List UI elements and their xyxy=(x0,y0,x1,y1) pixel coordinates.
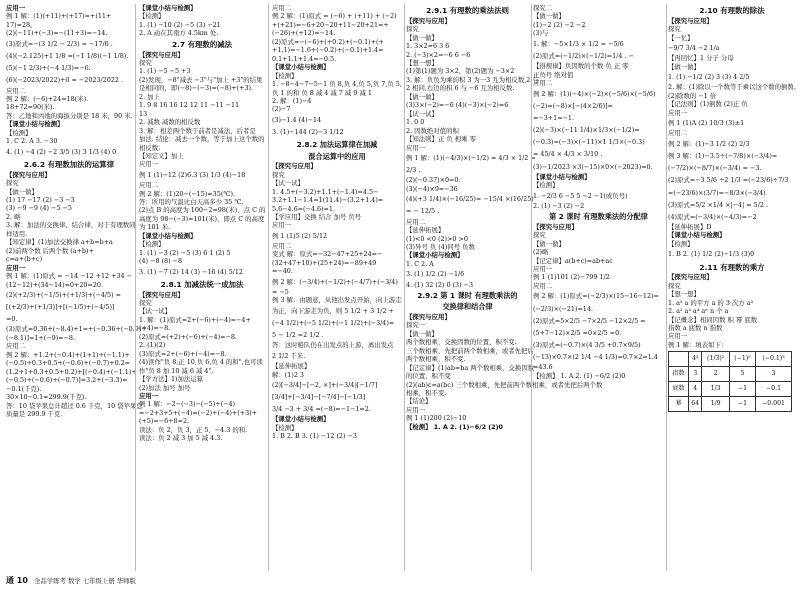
section-heading: 2.11 有理数的乘方 xyxy=(699,262,765,272)
answer-line: (3)与 xyxy=(533,29,549,38)
answer-line: 高度为 98−(−3)=101(米)，即点 C 的高度 xyxy=(139,214,265,223)
answer-line: 例 1 (1)A (2) 10/3 (3)±1 xyxy=(668,119,745,128)
answer-line: (−0.5)+(−0.6)+(−0.7)]=3.2+(−3.3)= xyxy=(6,376,128,385)
answer-line: =−2+3+5+(−4)=(−2)+(−4)+(+3)+ xyxy=(139,408,258,417)
table-row xyxy=(669,352,792,367)
answer-line: 例 2 解：(1)原式 = (−6) + (+11) + (−2) xyxy=(272,12,397,21)
answer-line: (3)−1/2023 ×3(−15)×0×(−2023)=0. xyxy=(533,162,653,171)
answer-line: 1. 3×2=6 3 6 xyxy=(406,42,450,51)
answer-line: 【延伸拓展】 xyxy=(272,362,311,371)
answer-line: (4)(−2.125)+1 1/8 =(−1 1/8)(−1 1/8). xyxy=(6,51,129,60)
table-row xyxy=(669,397,792,412)
answer-line: 【检测】 xyxy=(6,128,32,137)
answer-line: 质量是 299.9 千克. xyxy=(6,410,63,418)
answer-line: 两个数相乘，交换因数的位置，积不变. xyxy=(406,338,517,347)
block-label: 【课堂小结与检测】 xyxy=(272,63,330,72)
answer-line: (2)[−3/4]−[−2, ×]+(−3/4)[−1/7] xyxy=(272,380,378,389)
answer-line: 样适用. xyxy=(6,229,28,238)
answer-line: (2)(−0.37)×0=0. xyxy=(406,176,461,185)
answer-line: 1. 0 0 xyxy=(406,118,425,127)
answer-line: 1. 9 8 16 16 12 12 11 −11 −11 xyxy=(139,101,240,110)
answer-line: 1. B 2. B 3. (1) −12 (2) −3 xyxy=(272,432,357,441)
answer-line: (2)原式=−(−6)+(+0.2)+(−0.1)+(+ xyxy=(272,37,384,46)
answer-line: (4)读作"负 8,正 10,负 6,负 4 的和",也可读 xyxy=(139,358,263,367)
answer-line: 5.6−4.6=(−4.6)=1. xyxy=(272,204,335,213)
answer-line: (2)原式=(+2)+(−6)+(−4)=−8. xyxy=(139,332,237,341)
answer-line: 2. A 动在其南方 4.5km 处. xyxy=(139,29,219,38)
answer-line: 【记定律】a(b+c)=ab+ac xyxy=(533,256,613,265)
answer-line: 相乘，积不变. xyxy=(406,389,447,398)
answer-line: 例 2 解：+1.2+(−0.4)+(1+1)+(−1.1)+ xyxy=(6,350,130,359)
answer-line: 应用二 xyxy=(272,4,292,12)
answer-line: (1.2+1+0.3+0.5+0.2)+[(−0.4)+(−1.1)+ xyxy=(6,367,137,376)
answer-line: 例 1 解：(1)原式 = −14 −12 +12 +34 − xyxy=(6,272,132,281)
block-label: 【课堂小结与检测】 xyxy=(139,4,197,12)
answer-line: 2 相同,右边的积 6 与 −6 互为相反数. xyxy=(406,84,515,93)
answer-line: (2)除数的 −1 倍 xyxy=(668,91,717,100)
answer-line: 答：这时船队仍在出发点的上游，离出发点 xyxy=(272,341,394,350)
block-label: 【课堂小结与检测】 xyxy=(6,120,64,129)
answer-line: 答：10 袋苹果总计超过 0.6 千克，10 袋苹果总 xyxy=(6,401,143,410)
answer-line: (−2/3)×(−21)=14. xyxy=(533,304,593,313)
answer-line: 【检测】 xyxy=(668,239,694,248)
answer-line: 3/4 −3 + 3/4 =(−8)=−1−1=2. xyxy=(272,405,371,414)
answer-line: 2. 因数绝对值的积 xyxy=(406,126,459,135)
answer-line: 应用二 xyxy=(6,342,26,351)
answer-line: 【检测】 xyxy=(139,240,165,249)
block-label: 【探究与应用】 xyxy=(406,16,451,25)
answer-line: 【一忆】 xyxy=(668,33,694,42)
answer-line: 1. 解：−5×1/3 × 1/2 = −5/6 xyxy=(533,39,624,48)
answer-line: 应用二 xyxy=(406,217,426,226)
block-label: 【探究与应用】 xyxy=(6,170,51,179)
answer-line: 1. (1) −10 (2) −5 (3) −21 xyxy=(139,20,221,29)
table-cell: 幂 xyxy=(669,397,689,412)
answer-line: (3)异号 负 (4)同号 负数 xyxy=(406,242,475,251)
answer-line: (+5)=−6+8=2. xyxy=(139,417,190,426)
answer-line: (3)3×(−2)=−6 (4)(−3)×(−2)=6 xyxy=(406,101,509,110)
answer-line: 4. (1) 32 (2) 0 (3) −3 xyxy=(406,280,474,289)
answer-line: 【检测】 xyxy=(272,71,298,80)
answer-line: 2. a² a³ a⁴ aⁿ n 个 a xyxy=(668,307,729,316)
answer-line: (−8.1)]=1+(−9)=−8. xyxy=(6,333,75,342)
answer-line: 三个数相乘，先把前两个数相乘，或者先把后 xyxy=(406,346,534,355)
answer-line: (4) −8 (8) −8 xyxy=(139,257,183,266)
answer-line: 1. 解：(1)原式=2+(−6)+(−4)=−4+ xyxy=(139,315,251,324)
answer-line: 应用一 xyxy=(272,221,292,230)
answer-line: (4)(+3 1/4)×(−16/25)= −15/4 ×(16/25) xyxy=(406,195,534,204)
answer-line: −0.1(千克). xyxy=(6,384,42,393)
answer-line: 例 1 解：−2−(−3)−(−5)+(−4) xyxy=(139,400,236,409)
answer-line: 应用二 xyxy=(533,79,553,88)
answer-line: (1)第(1)题为 3×2，第(2)题为 −3×2 xyxy=(406,67,515,76)
section-heading: 2.9.1 有理数的乘法法则 xyxy=(426,6,509,15)
answer-line: 【想一想】 xyxy=(406,59,438,68)
table-row xyxy=(669,382,792,397)
answer-line: 是相同的，即(−8)−(−3)=(−8)+(+3). xyxy=(139,84,254,93)
block-label: 应用一 xyxy=(6,4,26,12)
answer-line: (32+47+10)+(25+24)=−89+49 xyxy=(272,258,377,267)
table-cell: −1 xyxy=(729,382,755,397)
answer-line: 答：乙地和丙地的海拔分别是 18 米，90 米. xyxy=(6,111,133,120)
block-label: 【课堂小结与检测】 xyxy=(139,231,197,240)
block-label: 【探究与应用】 xyxy=(533,222,578,231)
answer-line: (+4)=−8. xyxy=(139,324,171,333)
answer-line: (3)原式=2+(−6)+(−4)=−8. xyxy=(139,349,227,358)
table-cell: 指数 xyxy=(669,367,689,382)
answer-line: 13 xyxy=(139,109,148,118)
section-heading: 2.8.2 加法运算律在加减 xyxy=(296,140,378,150)
table-cell: −0.001 xyxy=(756,397,792,412)
column-6 xyxy=(668,4,796,571)
answer-line: 例 1 (1)5 (2) 5/12 xyxy=(272,231,328,240)
table-cell: (1/3)² xyxy=(702,352,729,367)
answer-line: 2. (1)(2) xyxy=(139,341,166,350)
answer-line: (4)原式=(−3/4)×(−4/3)=−2 xyxy=(668,212,757,221)
answer-line: =0. xyxy=(6,315,18,324)
block-label: 【探究与应用】 xyxy=(139,50,184,59)
block-label: 【课堂小结与检测】 xyxy=(406,251,464,260)
answer-line: 例 2 解：(−6)+24=18(米). xyxy=(6,94,89,103)
answer-line: 应用二 xyxy=(668,129,688,138)
answer-line: (12−12)+(34−14)=0+20=20. xyxy=(6,280,103,289)
answer-line: 【试一试】 xyxy=(272,179,304,188)
answer-line: 例 2 解：(1)20−(−15)=35(℃). xyxy=(139,189,235,198)
answer-line: 4. (1) −4 (2) −2 3/5 (3) 3 1/3 (4) 0 xyxy=(6,147,117,156)
answer-line: = − 12/5 . xyxy=(406,207,440,216)
answer-line: 【做一做】 xyxy=(406,92,438,101)
answer-line: 【结论】 xyxy=(406,397,432,406)
answer-line: (2)(+2/3)+(−1/5)+(+1/3)+(−4/5) = xyxy=(6,290,122,299)
answer-line: =43.6 xyxy=(533,363,553,372)
answer-line: 例 1 (1)−12 (2)6.3 (3) 1/3 (4)−18 xyxy=(139,170,246,179)
answer-line: 探究 xyxy=(533,231,546,240)
answer-line: 3.2+1.1−1.4=1(11.4)−(3.2+1.4)= xyxy=(272,196,384,205)
answer-line: 【做一做】 xyxy=(6,187,38,196)
answer-line: 应用二 xyxy=(139,181,159,190)
block-label: 【探究与应用】 xyxy=(406,312,451,321)
answer-line: 例 1 (1)101 (2)−799 1/2 xyxy=(533,273,610,282)
table-row xyxy=(669,367,792,382)
answer-line: 应用二 xyxy=(272,242,292,251)
table-cell: 1/9 xyxy=(702,397,729,412)
answer-line: 【检测】 1. A 2. (1) −6/2 (2)0 xyxy=(533,371,626,380)
page-number: 通 10 xyxy=(6,576,28,585)
answer-line: 0.1+1.1+1.4=−0.5. xyxy=(272,54,337,63)
answer-line: 1. a² a 的平方 a 的 3 次方 a³ xyxy=(668,298,754,307)
answer-line: 3. 解：加法的交换律、结合律，对于有理数同 xyxy=(6,221,136,230)
answer-line: (3)原式=5/2 ×1/4 ×|−4| = 5/2 . xyxy=(668,200,769,209)
answer-line: 【延伸拓展】D xyxy=(668,223,712,232)
block-label: 【课堂小结与检测】 xyxy=(272,415,330,424)
block-label: 【探究与应用】 xyxy=(272,162,317,171)
book-title: 全品学练考 数学 七年级上册 华师版 xyxy=(33,577,136,585)
table-cell: (−1)⁵ xyxy=(729,352,755,367)
answer-line: 应用二 xyxy=(533,281,553,290)
answer-line: 例 3 解：(1)−3.5÷(−7/8)×(−3/4)= xyxy=(668,151,778,160)
answer-line: (2)加法 加号 加号 xyxy=(139,383,191,392)
section-heading: 交换律和结合律 xyxy=(442,302,493,312)
answer-line: 例 2 解：(1)原式=(−2/3)×(15−16−12)= xyxy=(533,292,659,301)
answer-line: 【记法则】(1)倒数 (2)正 负 xyxy=(668,100,748,109)
block-label: 【探究与应用】 xyxy=(139,290,184,299)
answer-line: 应用一 xyxy=(139,160,159,169)
answer-line: = 45/4 × 4/3 × 3/10 . xyxy=(533,150,603,159)
answer-line: 3. (1)−144 (2)−3 1/12 xyxy=(272,128,344,137)
answer-line: (−13)×0.7×(2 1/4 −4 1/3)=0.7×2=1.4 xyxy=(533,353,658,362)
answer-line: 探究 xyxy=(272,170,285,179)
column-6-lines xyxy=(668,6,796,349)
answer-line: 【做一做】 xyxy=(406,329,438,338)
answer-line: 2. 解：(1)−4 xyxy=(272,96,312,105)
column-divider xyxy=(268,4,269,571)
answer-line: (6)(−2023/2022)+0 = −2023/2022 . xyxy=(6,76,124,85)
answer-line: (2)前两个数 后两个数 (a+b)+ xyxy=(6,246,94,255)
answer-line: 【得规律】负因数的个数 负 正 零 xyxy=(533,62,629,71)
table-cell: 1/3 xyxy=(702,382,729,397)
answer-line: c=a+(b+c) xyxy=(6,255,43,264)
column-divider xyxy=(531,4,532,571)
answer-line: (1)<0 <0 (2)>0 >0 xyxy=(406,234,468,243)
answer-line: 2 1/2 千米. xyxy=(272,351,306,360)
answer-line: 应用一 xyxy=(406,143,426,152)
column-divider xyxy=(666,4,667,571)
answer-line: 1. (1) −5 −5 +3 xyxy=(139,67,191,76)
answer-line: 加法. 结论：减去一个数，等于加上这个数的 xyxy=(139,135,265,144)
answer-line: 探究 xyxy=(668,25,681,34)
answer-line: 5 − 1/2 =2 1/2 . xyxy=(272,331,324,340)
answer-line: 例 1 (1)200 (2)−10 xyxy=(406,414,467,423)
answer-line: 1. C 2. A xyxy=(406,259,434,268)
table-cell: 3 xyxy=(689,367,702,382)
answer-line: (1) 17 −17 (2) −3 −3 xyxy=(6,195,75,204)
block-label: 应用一 xyxy=(139,392,159,400)
answer-line: 1. −2/3 6 −5 5 −2 −1(或负号) xyxy=(533,191,628,200)
answer-line: 【知定律】(1)加法交换律 a+b=b+a xyxy=(6,238,113,247)
column-2 xyxy=(139,4,265,571)
answer-line: 例 1 解：填表如下： xyxy=(668,340,728,349)
answer-line: 相反数. xyxy=(139,143,161,152)
answer-line: +(+21)=−6+20−20+11−20+21=+ xyxy=(272,20,389,29)
answer-line: 两个数相乘，积不变. xyxy=(406,355,466,364)
answer-line: 例 2 解：(1)−3 1/2 (2) 2/3 xyxy=(668,139,750,148)
answer-line: 2. (1) −3 (2) −2 xyxy=(533,201,585,210)
section-heading: 2.9.2 第 1 课时 有理数乘法的 xyxy=(417,290,518,300)
answer-line: 1. (1) −1/2 (2) 3 (3) 4 2/5 xyxy=(668,73,750,82)
table-cell: 底数 xyxy=(669,382,689,397)
answer-line: (3)原式=−(3 1/2 − 2/3) = −17/6 . xyxy=(6,39,113,48)
answer-line: 探究 xyxy=(139,299,152,308)
answer-line: 例 1 解：(1)(+11)+(+17)=+(11+ xyxy=(6,12,112,21)
answer-line: 【记概念】相同因数 积 幂 底数 xyxy=(668,315,758,324)
answer-line: 1. (1) −3 (2) −5 (3) 6 1 (2) 5 xyxy=(139,248,231,257)
answer-line: 3. (1) 1/2 (2) −1/6 xyxy=(406,270,465,279)
answer-line: 为 101 米. xyxy=(139,223,171,232)
answer-line: (−7/2)×(−8/7)×(−3/4) = −3. xyxy=(668,164,762,173)
section-heading: 2.8.1 加减法统一成加法 xyxy=(160,279,244,289)
answer-line: 应用一 xyxy=(406,405,426,414)
column-divider xyxy=(404,4,405,571)
table-cell: −1 xyxy=(729,397,755,412)
answer-line: 【学应用】交换 结合 加号 负号 xyxy=(272,212,362,221)
answer-line: 【做一做】 xyxy=(406,33,438,42)
answer-line: 2. 减数 减数的相反数 xyxy=(139,118,201,127)
column-5 xyxy=(533,4,664,571)
block-label: 【探究与应用】 xyxy=(668,273,713,282)
answer-line: 【延伸拓展】 xyxy=(406,226,445,235)
answer-line: 解：(1)2 3 xyxy=(272,370,304,379)
table-cell: 4³ xyxy=(689,352,702,367)
answer-line: 【做一做】 xyxy=(533,12,565,21)
answer-line: 例 1 解：(1)(−4/3)×(−1/2) = 4/3 × 1/2 = xyxy=(406,154,536,163)
section-heading: 2.7 有理数的减法 xyxy=(171,39,232,49)
answer-line: (5+7−12)×2/5 =0×2/5 =0. xyxy=(533,328,622,337)
answer-line: 探究 xyxy=(406,25,419,34)
answer-line: (2)原式=(−1/2)×(−1/2)=1/4 . − xyxy=(533,51,634,60)
answer-line: 1. −8−4−7−5−1 负 8,负 4,负 5,负 7,负 5, xyxy=(272,80,402,89)
answer-line: (2)(ab)c=a(bc) 三个数相乘，先把前两个数相乘，或者先把后两个数 xyxy=(406,380,603,389)
answer-line: 例 2 解：(−3/4)+(−1/2)+(−4/7)+(−3/4) xyxy=(272,277,398,286)
block-label: 【课堂小结与检测】 xyxy=(533,172,591,181)
answer-line: −9/7 3/4 −2 1/a xyxy=(668,44,720,53)
answer-line: 应用二 xyxy=(6,86,26,95)
table-cell: 2 xyxy=(702,367,729,382)
answer-line: (2)略 xyxy=(533,248,549,257)
table-cell: 5 xyxy=(729,367,755,382)
answer-line: 3. (1) −7 (2) 14 (3) −16 (4) 5/12 xyxy=(139,267,243,276)
answer-line: (2)点 B 的高度为 100−2=98(米)，点 C 的 xyxy=(139,206,266,215)
answer-line: =−3+1=−1. xyxy=(533,113,575,122)
answer-line: (−2)=(−8)×[−(4×2/6)]= xyxy=(533,101,613,110)
answer-line: 1. B 2. (1) 1/2 (2)−1/3 (3)0 xyxy=(668,250,755,259)
answer-line: (−0.3)=(−3)×(−11)×1 1/3×(−0.3) xyxy=(533,138,645,147)
answer-line: (5)(−1 2/3)+(−4 1/3)=−6. xyxy=(6,64,91,73)
answer-line: 1. C 2. A 3. −30 xyxy=(6,137,58,146)
answer-line: 探究 xyxy=(6,179,19,188)
answer-line: 作"负 8 加 10 减 6 减 4". xyxy=(139,366,214,375)
answer-line: 【再回忆】1 分子 分母 xyxy=(668,54,734,63)
answer-line: 应用一 xyxy=(668,108,688,117)
block-label: 【课堂小结与检测】 xyxy=(668,231,726,240)
answer-line: (3)原式=(−0.7)×(4 3/5 +0.7×9/5) xyxy=(533,341,641,350)
answer-line: 【知定义】加上 xyxy=(139,152,184,161)
answer-line: 【做一做】 xyxy=(668,62,700,71)
answer-line: 应用一 xyxy=(533,265,553,274)
answer-line: (3)原式=0.36+(−8.4)+1=+(−0.36+(−0.9)+ xyxy=(6,325,147,334)
answer-line: 负 1 的和 负 8 减 4 减 7 减 9 减 1 xyxy=(272,88,372,97)
table-cell: 3 xyxy=(756,367,792,382)
answer-line: =−40. xyxy=(272,267,293,276)
answer-line: 探究二 xyxy=(533,4,553,12)
column-3 xyxy=(272,4,402,571)
table-cell: −0.1 xyxy=(756,382,792,397)
answer-line: =(−23/6)×(3/7)=−8/3×(−3/4) xyxy=(668,188,766,197)
section-heading: 混合运算中的应用 xyxy=(308,151,366,161)
answer-line: 【知法则】正 负 相乘 零 xyxy=(406,135,476,144)
answer-line: 探究 xyxy=(139,59,152,68)
answer-line: (3)−1.4 (4)−14 xyxy=(272,115,322,124)
answer-line: 【试一试】 xyxy=(406,109,438,118)
answer-line: 例 2 解：(1)(−4)×(−2)×(−5/6)×(−5/6) xyxy=(533,89,656,98)
answer-line: 2. 加上 xyxy=(139,92,160,101)
answer-line: (−26)+(+12)=−14. xyxy=(272,29,336,38)
answer-line: 应用一 xyxy=(668,332,688,341)
answer-line: 【试一试】 xyxy=(139,307,171,316)
column-divider xyxy=(135,4,136,571)
table-cell: 64 xyxy=(689,397,702,412)
answer-line: 读法：负 2 减 3 加 5 减 4.3. xyxy=(139,434,223,443)
answer-line: 读法：负 2，负 3，正 5，−4.3 的和. xyxy=(139,425,248,434)
column-1 xyxy=(6,4,147,571)
answer-line: 探究一 xyxy=(406,321,426,330)
answer-line: [3/4]+[−3/4]−[−7/4]−[−1/3] xyxy=(272,393,366,402)
section-heading: 2.10 有理数的除法 xyxy=(699,6,765,15)
answer-line: [(+2/3)+(+1/3)]+[(−1/5)+(−4/5)] xyxy=(6,303,115,312)
answer-line: (3)(−4)×9=−36 xyxy=(406,184,458,193)
answer-line: 指数 a 底数 n 指数 xyxy=(668,324,723,333)
answer-line: = −5 xyxy=(272,288,289,297)
answer-line: 正负号 绝对值 xyxy=(533,70,574,79)
answer-line: (−4 1/2)+(−5 1/2)+(−1 1/2)+(−3/4)= xyxy=(272,319,395,328)
answer-line: 探究 xyxy=(668,281,681,290)
answer-line: 【检测】 xyxy=(139,12,165,21)
answer-line: (3) −9 −9 (4) −5 −5 xyxy=(6,204,72,213)
answer-line: 【记定律】(1)ab=ba 两个数相乘，交换因数 xyxy=(406,363,535,372)
block-label: 应用一 xyxy=(6,263,26,272)
answer-line: 答：所用的气温比白天高多少 35 ℃. xyxy=(139,198,244,206)
answer-line: +1.1)=−1.6+(−0.2)+(−0.1)+1.4= xyxy=(272,46,384,55)
answer-line: 30×10−0.1=299.9(千克). xyxy=(6,393,87,402)
answer-line: 为正，向下游走为负，则 5 1/2 + 3 1/2 + xyxy=(272,306,394,315)
answer-line: 【检测】 xyxy=(272,423,298,432)
section-heading: 2.6.2 有理数加法的运算律 xyxy=(23,159,115,169)
answer-line: (2)(−3)×(−11 1/4)×1/3×(−1/2)= xyxy=(533,126,640,135)
page-footer xyxy=(6,576,136,588)
answer-line: 【想一想】 xyxy=(668,290,700,299)
answer-line: (2)原式=5×2/5 −7×2/5 −12×2/5 = xyxy=(533,316,646,325)
answer-line: 3. 解：相差两个数于前者是减法，后者是 xyxy=(139,126,256,135)
answer-line: 例 3 解：由题意，从他出发点开始，向上游走 xyxy=(272,296,402,305)
answer-line: (−0.5)+0.3+0.5+(−0.6)+(−0.7)+0.2= xyxy=(6,359,131,368)
answer-line: 2. (−3)×2=−6 6 −6 xyxy=(406,50,471,59)
answer-line: 变式 解：原式=−32−47+25+24=− xyxy=(272,250,383,259)
answer-line: 2. 解：(1)除以一个数等于乘以这个数的倒数. xyxy=(668,83,796,92)
answer-line: 17)=28。 xyxy=(6,20,37,29)
answer-line: (1)−2 (2) −2 −2 xyxy=(533,20,586,29)
answer-line: 【学方法】1)加法运算 xyxy=(139,375,204,384)
block-label: 【探究与应用】 xyxy=(668,16,713,25)
answer-line: 【检测】 xyxy=(533,181,559,190)
section-heading: 第 2 课时 有理数乘法的分配律 xyxy=(549,212,648,222)
table-cell: (−0.1)³ xyxy=(756,352,792,367)
answer-line: (2)发现，−8"减去 −3"与"加上 +3"的结果 xyxy=(139,75,263,84)
answer-line: (2)原式=−3 5/6 ÷2 1/3 =(−23/6)÷7/3 xyxy=(668,176,789,185)
table-cell: 4 xyxy=(689,382,702,397)
answer-line: 的位置，积不变 xyxy=(406,372,451,381)
answer-line: (2)(−11)+(−3)=−(11+3)=−14. xyxy=(6,29,108,38)
table-cell xyxy=(669,352,689,367)
answer-line: 18+72=90(米). xyxy=(6,103,55,112)
answer-line: 3. 解：负负为乘的积 3 为一3 互为相反数,2 与 xyxy=(406,75,539,84)
block-label: 【检测】 1. A 2. (1)−6/2 (2)0 xyxy=(406,422,503,431)
answer-line: 【做一做】 xyxy=(533,239,565,248)
answer-line: (2)−7 xyxy=(272,105,291,114)
answer-line: 2. 略 xyxy=(6,212,21,221)
answer-line: 1. 4.5+(−3.2)+1.1+(−1.4)=4.5− xyxy=(272,187,379,196)
power-table xyxy=(668,351,792,412)
answer-line: 2/3 . xyxy=(406,166,421,175)
